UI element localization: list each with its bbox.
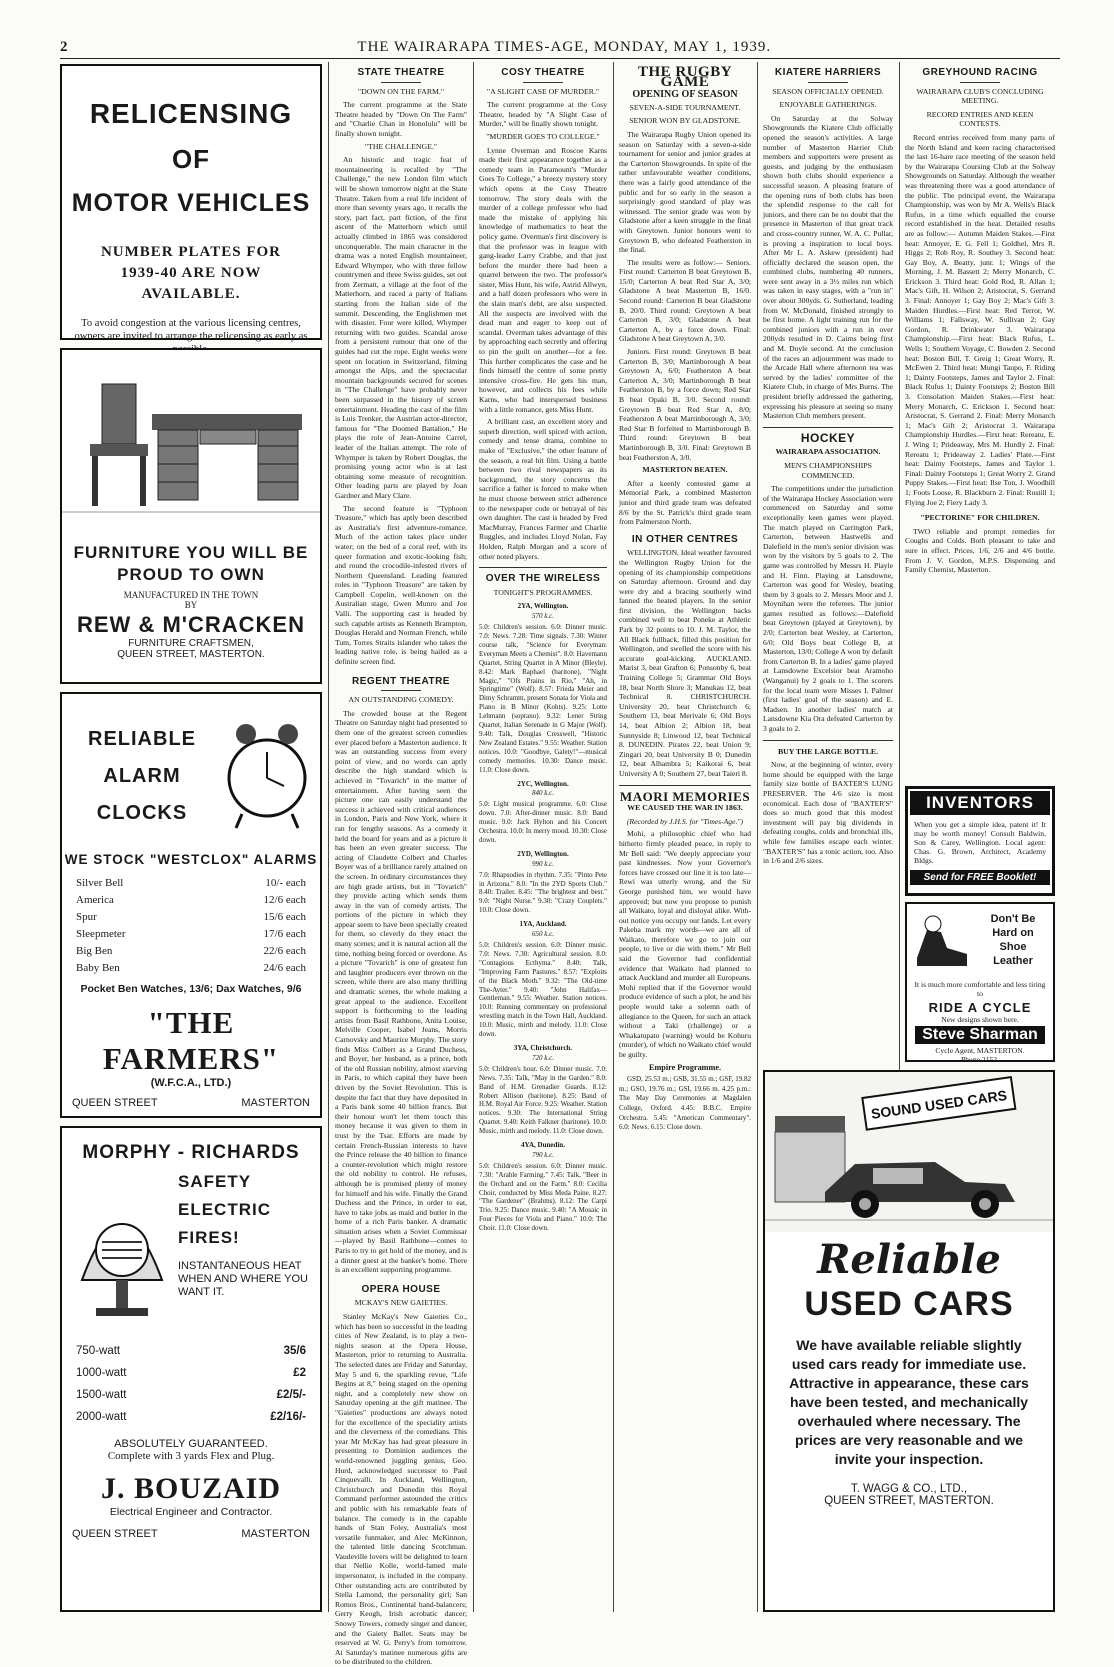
harriers-subhead: SEASON OFFICIALLY OPENED. xyxy=(772,86,884,96)
furniture-ad xyxy=(60,348,322,684)
rugby-subhead-3: SENIOR WON BY GLADSTONE. xyxy=(629,116,741,126)
fire-price-list xyxy=(76,1340,306,1428)
cycle-body: It is much more comfortable and less tiring to xyxy=(914,980,1046,998)
clock-name: America xyxy=(76,894,114,906)
relicensing-line3: MOTOR VEHICLES xyxy=(71,189,311,217)
station-name: 1YA, Auckland. xyxy=(519,920,567,929)
hockey-subhead-2: MEN'S CHAMPIONSHIPS COMMENCED. xyxy=(784,460,872,480)
fires-firm: J. BOUZAID xyxy=(100,1472,282,1505)
fires-complete: Complete with 3 yards Flex and Plug. xyxy=(107,1450,275,1462)
pectorine-paragraph: TWO reliable and prompt remedies for Coughs and Colds. Both pleasant to take and sure in effect. Prices, 1/6, 2/6 and 4/6 bottle. From J. V. Gordon, M.P.S. Dispensing and Family Chemist, Masterton. xyxy=(905,526,1055,575)
empire-programme-heading: Empire Programme. xyxy=(649,1062,721,1072)
regent-paragraph: The crowded house at the Regent Theatre on Saturday night had presented to them one of the greatest screen comedies ever placed before a Masterton audience. It was an outstanding success from every point of view, and no words can aptly describe the high standard which is achieved in "Tovarich" in the matter of entertainment. After having seen the picture one can easily understand the success it achieved with critical audiences in London, Paris and New York, where it ran for lengthy seasons. As a comedy it held the board for years and as a picture it has been an even greater success. The acting of Claudette Colbert and Charles Boyer was of a brilliance rarely attained on the screen. In ordinary circumstances they are high grade artists, but in "Tovarich" they provide acting which sends them away in the van of comedy artists. The portions of the picture in which they appear seem to have been specially created for them, so cleverly do they enact the many scenes; and it is natural action all the time, nothing being forced or overdone. As a picture "Tovarich" is one of greatest fun and laughter producers ever thrown on the screen, while there are also many thrilling and dramatic scenes, the whole making a great appeal to the audience. Excellent support is forthcoming to the leading artists from Basil Rathbone, Anita Louise, Melville Cooper, Isabel Jeans, Morris Carnovsky and Maurice Murphy. The story finds Miss Colbert as a Grand Duchess, and Boyer, her husband, as a prince, both of the old Russian nobility, almost starving in Paris, to which capital they have been driven by the Soviet Revolution. This is despite the fact that they have deposited in a Paris bank some 40 billion francs. But their honour won't let them touch this money because it was given to them in trust by the Tsar. Efforts are made by certain French-Russian interests to have the Prince release the 40 billion to finance a counter-revolution which might restore the old nobility to control. He refuses, although he is promised plenty of money for himself and his wife. Finally the Grand Duchess and the Prince, in order to eat, have to take jobs as maid and butler in the home of a rich Paris banker. A dramatic situation arises when a Soviet Commissar—played by Basil Rathbone—comes to Paris to try to get hold of the money, and is a dinner guest at the banker's home. There is an excellent supporting programme. xyxy=(335,708,467,1275)
inventors-ad xyxy=(905,786,1055,896)
state-paragraph: The current programme at the State Theatre headed by "Down On The Farm" and "Charlie Chan in Honolulu" will be finally shown tonight. xyxy=(335,100,467,138)
cycle-firm: Steve Sharman xyxy=(915,1026,1045,1044)
state-subhead-2: "THE CHALLENGE." xyxy=(364,141,438,151)
clock-price: 17/6 each xyxy=(263,928,306,940)
clock-name: Baby Ben xyxy=(76,962,120,974)
maori-paragraph: Mohi, a philosophic chief who had hitherto firmly pleaded peace, in reply to Mr Bell said: "We deeply appreciate your past kindnesses. Now your Governor's forces have crossed our line it is too late—Rewi was utterly wrong, and the Sir George punished him, we would have approved; but now you propose to punish all Waikato, loyal and disloyal alike. With-out notice you occupy our lands. Let every Pakeha mark my words—we are all of Waikato, therefore we go to join our people, to live or die with them." Mr Bell said the Governor had confidential evidence that Waikato had planned to attack Auckland and murder all Europeans. Mohi replied that if the Governor would produce evidence of such a plot, he and his people would take a solemn oath of allegiance to the Queen, for such an attack without a Taki (challenge) or a Whakatupato (warning) would be Kohuru (murder), of which no Waikato chief would be guilty. xyxy=(619,829,751,1059)
station-frequency: 570 k.c. xyxy=(532,612,554,621)
station-name: 2YC, Wellington. xyxy=(517,779,569,788)
clock-price-row xyxy=(76,926,306,943)
clock-price: 15/6 each xyxy=(263,911,306,923)
harriers-paragraph: On Saturday at the Solway Showgrounds the Kiatere Club officially opened the season's activities. A large number of Masterton Harrier Club members and supporters were present as guests, and judging by the enthusiasm shown both clubs should experience a successful season. A pleasing feature of the opening runs of both clubs has been the splendid response to the call for juniors, and there can be no doubt that the presence in Masterton of that great track and cross-country runner, W. A. C. Pullar, is proving a inspiration to local boys. After Mr L. A. Askew (president) had officially declared the season open, the combined clubs, numbering 40 runners, were sent away in a 3½ miles run which was taken in easy stages, with a "run in" over about 300yds. G. Sutherland, leading from W. McDonald, finished strongly to be first home. A light training run for the combined juniors with a run in over 200yds resulted in D. Cairns being first and M. Doyle second. At the conclusion of the races an adjournment was made to the Arcade Hall where afternoon tea was served by the ladies' committee of the Kiatere Club, in charge of Mrs Burns. The president briefly addressed the gathering, expressing his pleasure at seeing so many Masterton Club members present. xyxy=(763,113,893,421)
fires-heat: INSTANTANEOUS HEAT WHEN AND WHERE YOU WANT IT. xyxy=(178,1260,308,1298)
station-programme: 7.0: Rhapsodies in rhythm. 7.35: "Pinto Pete in Arizona." 8.0: "In the 2YD Sports Club." 8.40: Trailer. 8.45: "The brightest and best." 9.0: "Night Nurse." 9.30: "Crazy Couplets." 10.0: Close down. xyxy=(479,870,607,915)
fire-price: £2/5/- xyxy=(276,1389,306,1401)
cosy-subhead-2: "MURDER GOES TO COLLEGE." xyxy=(486,131,600,141)
fires-address-town: MASTERTON xyxy=(241,1528,310,1540)
regent-theatre-heading: REGENT THEATRE xyxy=(352,675,450,687)
fire-wattage: 750-watt xyxy=(76,1345,121,1357)
relicensing-body: To avoid congestion at the various licensing centres, owners are invited to arrange the relicensing as early as xyxy=(74,318,308,342)
wireless-schedule xyxy=(479,602,607,1233)
fires-brand: MORPHY - RICHARDS xyxy=(82,1142,300,1163)
fire-price: £2 xyxy=(293,1367,306,1379)
furniture-firm: REW & M'CRACKEN xyxy=(77,612,305,637)
fire-price-row xyxy=(76,1384,306,1406)
clock-name: Spur xyxy=(76,911,97,923)
newspaper-title: THE WAIRARAPA TIMES-AGE, MONDAY, MAY 1, 1939. xyxy=(357,38,772,55)
fire-price-row xyxy=(76,1406,306,1428)
shoe-icon xyxy=(911,910,973,980)
station-name: 3YA, Christchurch. xyxy=(513,1043,573,1052)
cycle-line4: Leather xyxy=(993,955,1033,967)
greyhound-heading: GREYHOUND RACING xyxy=(922,67,1038,78)
clocks-address-town: MASTERTON xyxy=(241,1097,310,1109)
furniture-headline: FURNITURE YOU WILL BE PROUD TO OWN xyxy=(73,543,309,584)
electric-fire-illustration xyxy=(72,1170,172,1330)
fire-wattage: 1500-watt xyxy=(76,1389,127,1401)
cosy-theatre-heading: COSY THEATRE xyxy=(501,67,585,78)
opera-paragraph: Stanley McKay's New Gaieties Co., which has been so successful in the leading cities of New Zealand, is to play a two-nights season at the Opera House, Masterton, prior to returning to Australia. The selected dates are Friday and Saturday, May 5 and 6, the sparkling revue, "Life Begins at 8," being staged on the opening night, and a completely new show on Saturday opening at the gift matinee. The "Gaieties" productions are always noted for the excellence of the speciality artists and the cleverness of the comedians. This year Mr McKay has had great pleasure in presenting to Dominion audiences the world-renowned juggling genius, Geo. Hurd, acknowledged successor to Paul Cinquevalli. In Auckland, Wellington, Christchurch and Dunedin this Royal Command performer astounded the critics and public with his remarkable feats of balance. The comedy is in the capable hands of Stan Foley, Australia's most versatile funmaker, and Alec McKinnon, the talented little dancing Scotchman. Vaudeville lovers will be delighted to learn that Nellie Kolle, world-famed male impersonator, is included in the company. Other outstanding acts are contributed by Stella Lamond, the personality girl; San Romos Bros., Continental hand-balancers; Gerry Keogh, Irish acrobatic dancer; Snowy Towers, comedy singer and dancer, and the Gaiety Ballet. Seats may be reserved at W. G. Perry's from tomorrow. At Saturday's matinee numerous gifts are to be distributed to the children. xyxy=(335,1312,467,1667)
used-cars-script: Reliable xyxy=(817,1236,1001,1283)
station-frequency: 840 k.c. xyxy=(532,789,554,798)
fires-ad xyxy=(60,1126,322,1612)
clock-price-row xyxy=(76,875,306,892)
used-cars-body: We have available reliable slightly used cars ready for immediate use. Attractive in appearance, these cars have been tested, and mechanically overhauled where necessary. The prices are very reasonable and we invite your inspection. xyxy=(789,1337,1029,1467)
station-frequency: 720 k.c. xyxy=(532,1053,554,1062)
cycle-cta: RIDE A CYCLE xyxy=(928,1000,1032,1015)
other-centres-heading: IN OTHER CENTRES xyxy=(631,533,739,545)
hockey-paragraph: The competitions under the jurisdiction of the Wairarapa Hockey Association were commenced on Saturday and some exceptionally keen games were played. The match played on Carrington Park, Carterton, between Hastwells and Dalefield in the men's senior division was won by the visitors by 5 goals to 2. The game was controlled by Messrs H. Playle and H. Finn. Playing at Lansdowne, Carterton was good for Wesley, beating them by 3 goals to 2. Messrs Moor and J. Moynihan were the referees. The junior games resulted as follows:—Dalefield beat Greytown (played at Greytown), by 2/0; Carterton beat Wesley, at Carterton, 6/0; Old Boys beat College B, at Masterton, 13/0; College A won by default from Carterton B. In a ladies' game played at Lansdowne Excelsior beat Aramoho (Wanganui) by 2 goals to 1. The scorers for the local team were Misses I. Palmer (first ladies' goal of the season) and E. Madsen. In another ladies' match at Lansdowne Kia Ora defeated Carterton by 3 goals to 2. xyxy=(763,484,893,733)
station-programme: 5.0: Children's session. 6.0: Dinner music. 7.0: News. 7.28: Time signals. 7.30: Winter course talk, "Science for Everyman: Everyman Meets a Chemist". 8.0: Havemann Quartet, String Quartet in A Minor (Bleyle). 8.42: Mark Raphael (baritone), "Night Magic," "Ofs Prains in Rio," "Ah, in Springtime" (Wolf). 8.57: Frieda Meier and Dimy Schramm, present Sonata for Viola and Piano in B Minor (Kohts). 9.25: Lotte Lehmann (soprano). 9.32: Lener String Quartet, Italian Serenade in G Major (Wolf). 9.40: Talk, Douglas Cresswell, "Historic New Zealand Estates." 9.55: Weather. Station notices. 10.0: "Goodbye, Galety!"—musical comedy memories. 10.30: Dance music. 11.0: Close down. xyxy=(479,623,607,774)
cycle-ad xyxy=(905,902,1055,1062)
clock-name: Big Ben xyxy=(76,945,113,957)
fires-guarantee: ABSOLUTELY GUARANTEED. xyxy=(114,1438,268,1450)
station-name: 2YD, Wellington. xyxy=(517,849,569,858)
furniture-by: BY xyxy=(184,600,198,610)
used-cars-ad xyxy=(763,1070,1055,1612)
fire-wattage: 2000-watt xyxy=(76,1411,127,1423)
harriers-subhead-2: ENJOYABLE GATHERINGS. xyxy=(779,100,877,110)
clock-price-list xyxy=(76,875,306,977)
clock-price-row xyxy=(76,960,306,977)
bottle-heading: BUY THE LARGE BOTTLE. xyxy=(777,746,879,756)
rugby-subhead: OPENING OF SEASON xyxy=(632,89,738,101)
rugby-results-juniors: Juniors. First round: Greytown B beat Carterton B, 3/0; Martinborough A beat Greytown A, 6/0; Featherston A beat Carterton A, 3/0; Martinborough B beat Featherston B, by a force down; Red Star B beat Opaki B, 3/0. Second round: Greytown B beat Red Star A, 8/0; Featherston A beat Martinborough A, 3/0; Red Star B forfeited to Martinborough B. Third round: Greytown B beat Martinborough B, 3/0. Final: Greytown B beat Featherston A, 3/0. xyxy=(619,347,751,462)
relicensing-line2: OF xyxy=(171,144,211,174)
state-paragraph: An historic and tragic feat of mountaineering is recalled by "The Challenge," the new London film which will be shown tomorrow night at the State Theatre. Taken from a real life incident of more than seventy years ago, it recalls the story, part fact, part fiction, of the first ascent of the Matterhorn which until actually climbed in 1865 was considered unconquerable. The main character in the drama was a noted English mountaineer, Edward Whymper, who with three fellow countrymen and three Swiss guides, set out from Zermatt, a village at the foot of the Matterhorn, and raced a party of Italians starting from the Italian side of the summit. Descending, the Englishmen met with disaster. Four were killed, Whymper returning with two guides. Scandal arose from a persistent rumour that one of the guides had cut the rope. Eight weeks were spent on location in Switzerland, filming amongst the Alps, and the spectacular mountain backgrounds secured for scenes in "The Challenge" have probably never been surpassed in the history of screen entertainment. Heading the cast of the film is Luis Trenker, the Austrian actor-director, famous for "The Doomed Battalion." He plays the role of Jean-Antoine Carrel, leader of the Italian attempt. The role of Whymper is taken by Robert Douglas, the promising young actor who is at last obtaining some measure of recognition. Other leading parts are played by Joan Gardner and Mary Clare. xyxy=(335,155,467,500)
clocks-line3: CLOCKS xyxy=(96,801,188,824)
clock-price-row xyxy=(76,943,306,960)
cosy-paragraph: A brilliant cast, an excellent story and superb direction, well spiced with action, comedy and tense drama, combine to make of "Exclusive," the other feature of the season, a real hit film. Using a battle between two rival newspapers as its background, the story concerns the sacrifice a father is forced to make when he must choose between strict adherence to the newspaper code or betrayal of his own daughter. The cast is headed by Fred MacMurray, Frances Farmer and Charlie Ruggles, and includes Lloyd Nolan, Fay Holden, Ralph Morgan and a score of other noted players. xyxy=(479,417,607,561)
empire-programme-text: GSD, 25.53 m.; GSB, 31.55 m.; GSF, 19.82 m.; GSO, 19.76 m.; GSI, 19.66 m. 4.25 p.m.: The May Day Ceremonies at Magdalen College, Oxford. 4.45: B.B.C. Empire Orchestra. 5.45: "American Commentary". 6.0: News. 6.15: Close down. xyxy=(619,1075,751,1132)
rugby-results-seniors: The results were as follow:— Seniors. First round: Carterton B beat Greytown B, 15/0; Carterton A beat Red Star A, 3/0; Gladstone A beat Masterton B, 16/0. Second round: Carterton B beat Gladstone B, 20/0. Third round: Greytown A beat Carterton B, 3/0; Gladstone A beat Carterton A, by a force down. Final: Gladstone A beat Greytown A, 3/0. xyxy=(619,257,751,344)
state-subhead: "DOWN ON THE FARM." xyxy=(357,86,445,96)
greyhound-subhead-2: RECORD ENTRIES AND KEEN CONTESTS. xyxy=(926,109,1034,129)
relicensing-line1: RELICENSING xyxy=(89,98,293,129)
state-theatre-heading: STATE THEATRE xyxy=(357,67,445,78)
inventors-body: When you get a simple idea, patent it! It may be worth money! Consult Baldwin, Son & Carey, Wellington. Local agent: Chas. G. Brown, Architect, Academy Bldgs. xyxy=(914,820,1046,865)
clocks-watches: Pocket Ben Watches, 13/6; Dax Watches, 9/6 xyxy=(80,983,302,995)
greyhound-subhead: WAIRARAPA CLUB'S CONCLUDING MEETING. xyxy=(916,86,1044,106)
rugby-heading: THE RUGBY GAME xyxy=(637,64,733,90)
rugby-subhead-2: SEVEN-A-SIDE TOURNAMENT. xyxy=(629,102,741,112)
other-centres-paragraph: WELLINGTON. Ideal weather favoured the Wellington Rugby Union for the opening of its championship competitions on Saturday afternoon. Ground and day were dry and a bracing southerly wind fanned the heated players. In the senior first division, the Wellington backs combined well to beat Poneke at Athletic Park by 32 points to 10. J. M. Taylor, the All Black fullback, filled this position for Wellington, and swelled the score with his accurate goal-kicking. AUCKLAND. Marist 3, beat Grafton 6; Ponsonby 6, beat Training College 5; Grammar Old Boys 18, beat North Shore 3; Manukau 12, beat Technical 8. CHRISTCHURCH. University 20, beat Christchurch 6; Southern 13, beat Merivale 6; Old Boys 14, beat Albion 2; Albion 18, beat Sunnyside 8; Linwood 12, beat Technical 8. DUNEDIN. Pirates 22, beat Union 9; Zingari 20, beat University B 0; Dunedin 12, beat Alhambra 5; Kaikorai 6, beat University A 0; Southern 27, beat Taieri 8. xyxy=(619,548,751,778)
station-programme: 5.0: Children's hour. 6.0: Dinner music. 7.0: News. 7.35: Talk, "May in the Garden." 8.0: Band of H.M. Grenadier Guards. 8.12: Robert Allison (baritone). 8.25: Band of H.M. Royal Air Force. 9.25: Weather. Station notices. 9.30: The International String Quartet. 9.40: Keith Falkner (baritone). 10.0: Music, mirth and melody. 11.0: Close down. xyxy=(479,1064,607,1136)
furniture-trade: FURNITURE CRAFTSMEN, xyxy=(128,638,254,649)
page-number: 2 xyxy=(60,38,69,55)
station-name: 4YA, Dunedin. xyxy=(521,1141,565,1150)
fires-line2: ELECTRIC xyxy=(178,1200,271,1219)
column-rule xyxy=(328,62,329,1612)
clocks-address-street: QUEEN STREET xyxy=(72,1097,158,1109)
cycle-line3: Shoe xyxy=(999,941,1027,953)
fire-price-row xyxy=(76,1340,306,1362)
station-programme: 5.0: Children's session. 6.0: Dinner music. 7.0: News. 7.30: Agricultural session. 8.0: "Contagious Ecthyma." 8.40: Talk, "Improving Farm Pastures." 8.57: "Exploits of the Black Moth." 9.32: "The Old-time The-Ayter." 9.40: "John Halifax—Gentleman." 9.55: Weather. Station notices. 10.0: Running commentary on professional wrestling match in the Town Hall, Auckland. 10.0: Music, mirth and melody. 11.0: Close down. xyxy=(479,941,607,1039)
hockey-subhead: WAIRARAPA ASSOCIATION. xyxy=(775,447,881,457)
used-cars-sign: SOUND USED CARS xyxy=(870,1086,1008,1122)
fires-address-street: QUEEN STREET xyxy=(72,1528,158,1540)
station-frequency: 790 k.c. xyxy=(532,1150,554,1159)
opera-subhead: MCKAY'S NEW GAIETIES. xyxy=(354,1298,448,1308)
clocks-line1: RELIABLE xyxy=(88,727,196,750)
cosy-paragraph: Lynne Overman and Roscoe Karns made their first appearance together as a comedy team in Paramount's "Murder Goes To College," a breezy mystery story which opens at the Cosy Theatre tomorrow. The story deals with the murder of a college professor who had made the mistake of applying his knowledge of mathematics to beat the policy game. Overman's first discovery is that the professor was in league with gang-leader Larry Crabbe, and that just before the murder there had been a quarrel between the two. The professor's sister, Miss Hunt, his wife, Astrid Allwyn, and a half dozen professors who were in the slain man's debt, are also suspected. All the suspects are involved with the dead man and eager to keep out of scandal. Overman takes advantage of this by approaching each secretly and offering to pin the guilt on another—for a fee. This further complicates the case and he finds himself the centre of some pretty intensive cross-fire. He gets his man, however, and collects his fees while Karns, who had interspersed business with a little romance, gets Miss Hunt. xyxy=(479,145,607,414)
clock-name: Silver Bell xyxy=(76,877,124,889)
inventors-cta[interactable]: Send for FREE Booklet! xyxy=(910,870,1050,885)
furniture-address: QUEEN STREET, MASTERTON. xyxy=(117,649,265,660)
column-rule xyxy=(757,62,758,1612)
cycle-sub: Cycle Agent, MASTERTON. xyxy=(935,1046,1025,1055)
clocks-firm-sub: (W.F.C.A., LTD.) xyxy=(150,1077,232,1089)
fires-line1: SAFETY xyxy=(178,1172,252,1191)
clock-name: Sleepmeter xyxy=(76,928,126,940)
column-rule xyxy=(613,62,614,1612)
column-rugby xyxy=(619,62,751,1612)
greyhound-paragraph: Record entries received from many parts of the North Island and keen racing characterised the last 16-hare race meeting of the season held by the Wairarapa Coursing Club at the Solway Showgrounds on Saturday. Although the weather was threatening there was a good attendance of the public. The principal event, the Wairarapa Championship, was won by Mr A. Wells's Black Rufus, in a time which equalled the course record established in the heat. Detailed results are as follow:— Autumn Maiden Stakes.—First heat: Annoyer, E. G. Fell 1; Goldhel, Mrs R. Higgs 2; Rob Roy, R. Southey 3. Second heat: Gay Boy, A. Beatty, junr. 1; Wings of the Morning, J. M. Bassett 2; Merry Monarch, C. Erickson 3. Third heat: Gold Rod, R. Allan 1; Mac's Gift, H. Wilson 2; Aristocrat, S. Gerrand 3. Final: Annoyer 1; Gay Boy 2; Mac's Gift 3. Maiden Hurdles.—First heat: Red Terror, W. Williams 1; Fallsway, W. Sullivan 2; Gay Gordon, R. Drinkwater 3. Wairarapa Championship.—First heat: Black Rufus, L. Wells 1; Southern Voyage, C. Bowden 2. Second heat: Boston Bill, T. Greig 1; Great Worry, R. McEwen 2. Third heat: Mungi Taupo, F. Riding 1; Dainty Footsteps, James and Taylor 2. Final: Black Rufus 1; Dainty Footsteps 2; Boston Bill 3. Consolation Maiden Stakes.—First heat: Merry Monarch, C. Erickson 1. Second heat: Aristocrat, S. Gerrand 2. Final: Merry Monarch 1; Mac's Gift 2; Aristocrat 3. Wairarapa Championship Hurdles.—First heat: Rereatu, E. J. Wing 1; Prideaway, Mrs M. Hurdly 2. Final: Rereatu 1; Prideaway 2. Ladies' Plate.—First heat: Dainty Footsteps, James and Taylor 1. Final: Dainty Footsteps 1; Great Worry 2. Grand Puppy Stakes.—First heat: Ilse Ton, J. Woodhill 1; Foots Loose, R. Blackburn 2. Final: Rustill 1; Flying Joe 2; Fiery Lady 3. xyxy=(905,132,1055,507)
cosy-subhead: "A SLIGHT CASE OF MURDER." xyxy=(486,86,600,96)
clock-price-row xyxy=(76,909,306,926)
wireless-heading: OVER THE WIRELESS xyxy=(485,573,601,585)
station-programme: 5.0: Light musical programme. 6.0: Close down. 7.0: After-dinner music. 8.0: Band music. 9.0: Jack Hylton and his Concert Orchestra. 10.0: In merry mood. 10.30: Close down. xyxy=(479,800,607,844)
hockey-heading: HOCKEY xyxy=(800,430,856,445)
fire-price: £2/16/- xyxy=(270,1411,306,1423)
relicensing-ad xyxy=(60,64,322,340)
masterton-paragraph: After a keenly contested game at Memorial Park, a combined Masterton junior and third grade team was defeated 8/6 by the St. Patrick's third grade team from Palmerston North. xyxy=(619,478,751,527)
cycle-line2: Hard on xyxy=(992,927,1034,939)
regent-subhead: AN OUTSTANDING COMEDY. xyxy=(348,695,454,705)
station-frequency: 990 k.c. xyxy=(532,859,554,868)
harriers-heading: KIATERE HARRIERS xyxy=(774,67,882,78)
column-theatres-1 xyxy=(335,62,467,1667)
clocks-stock: WE STOCK "WESTCLOX" ALARMS xyxy=(64,852,318,867)
cycle-phone: Phone 2152. xyxy=(961,1055,999,1064)
clock-price: 22/6 each xyxy=(263,945,306,957)
fire-price-row xyxy=(76,1362,306,1384)
fire-wattage: 1000-watt xyxy=(76,1367,127,1379)
fires-trade: Electrical Engineer and Contractor. xyxy=(109,1506,273,1518)
used-cars-illustration xyxy=(765,1072,1053,1232)
alarm-clock-illustration xyxy=(222,708,312,838)
maori-subhead: WE CAUSED THE WAR IN 1863. xyxy=(627,803,743,813)
state-paragraph: The second feature is "Typhoon Treasure," which has aptly been described as Australia's first adventure-romance. Much of the action takes place under water; on the bed of a coral reef, with its queer formation and exotic-looking fish; and round the crocodile-infested rivers of Northern Queensland. Leading featured roles in "Typhoon Treasure" are taken by Campbell Copelin, well-known on the Australian stage, Gwen Munro and Joe Valli. The supporting cast is headed by such capable artists as Kenneth Brampton, Douglas Herald and Norman French, while Tum, Torres Straits islander who takes the leading native role, is being hailed as a definite screen find. xyxy=(335,503,467,667)
rugby-paragraph: The Wairarapa Rugby Union opened its season on Saturday with a seven-a-side tournament for senior and junior grades at the Carterton Showgrounds. In spite of the rather unfavourable weather conditions, there was a fairly good attendance of the public and for so early in the season a surprisingly good standard of play was witnessed. The senior grade was won by Gladstone after a keen struggle in the final with Greytown. Junior honours went to Greytown B, who defeated Featherston in the final. xyxy=(619,129,751,255)
clock-price: 24/6 each xyxy=(263,962,306,974)
clock-price: 10/- each xyxy=(265,877,306,889)
column-greyhound xyxy=(905,62,1055,782)
clocks-line2: ALARM xyxy=(103,764,181,787)
opera-house-heading: OPERA HOUSE xyxy=(361,1283,441,1295)
column-rule xyxy=(473,62,474,1612)
column-theatres-2 xyxy=(479,62,607,1612)
furniture-manufactured: MANUFACTURED IN THE TOWN xyxy=(123,590,259,600)
inventors-title: INVENTORS xyxy=(910,791,1050,815)
masthead xyxy=(60,36,1060,59)
used-cars-address: QUEEN STREET, MASTERTON. xyxy=(824,1495,994,1507)
station-frequency: 650 k.c. xyxy=(532,930,554,939)
maori-memories-heading: MAORI MEMORIES xyxy=(619,788,751,804)
clocks-firm: "THE FARMERS" xyxy=(102,1005,280,1076)
pectorine-heading: "PECTORINE" FOR CHILDREN. xyxy=(920,513,1040,523)
fires-line3: FIRES! xyxy=(178,1228,240,1247)
bottle-paragraph: Now, at the beginning of winter, every home should be equipped with the large family size bottle of BAXTER'S LUNG PRESERVER. The 4/6 size is most economical. Each dose of "BAXTER'S" does so much good that this modest investment will pay big dividends in defeating coughs, colds and bronchial ills, while few families escape each winter. "BAXTER'S" has a tonic action, too. Also in 1/6 and 2/6 sizes. xyxy=(763,760,893,866)
wireless-subhead: TONIGHT'S PROGRAMMES. xyxy=(493,587,593,597)
used-cars-headline: USED CARS xyxy=(804,1285,1014,1323)
masterton-beaten-heading: MASTERTON BEATEN. xyxy=(642,465,728,475)
used-cars-firm: T. WAGG & CO., LTD., xyxy=(850,1483,968,1495)
relicensing-plates: NUMBER PLATES FOR 1939-40 ARE NOW AVAILABLE. xyxy=(100,244,282,302)
cycle-line1: Don't Be xyxy=(990,913,1036,925)
clock-price-row xyxy=(76,892,306,909)
station-programme: 5.0: Children's session. 6.0: Dinner music. 7.30: "Arable Farming." 7.45: Talk, "Beer in the Orchard and on the Farm." 8.0: Cecilia Choir, conducted by Miss Meda Paine. 8.27: "The Gardener" (Brahms). 8.12: The Carpi Trio. 9.25: Dance music. 9.40: "A Mosaic in Four Pieces for Viola and Piano." 10.0: The Choir. 11.0: Close down. xyxy=(479,1161,607,1233)
clock-price: 12/6 each xyxy=(263,894,306,906)
cycle-designs: New designs shown here. xyxy=(941,1015,1019,1024)
desk-chair-illustration xyxy=(62,374,320,534)
maori-credit: (Recorded by J.H.S. for "Times-Age.") xyxy=(626,816,744,826)
clocks-ad xyxy=(60,692,322,1118)
cosy-paragraph: The current programme at the Cosy Theatre, headed by "A Slight Case of Murder," will be finally shown tonight. xyxy=(479,100,607,129)
fire-price: 35/6 xyxy=(283,1345,306,1357)
station-name: 2YA, Wellington. xyxy=(517,602,569,611)
